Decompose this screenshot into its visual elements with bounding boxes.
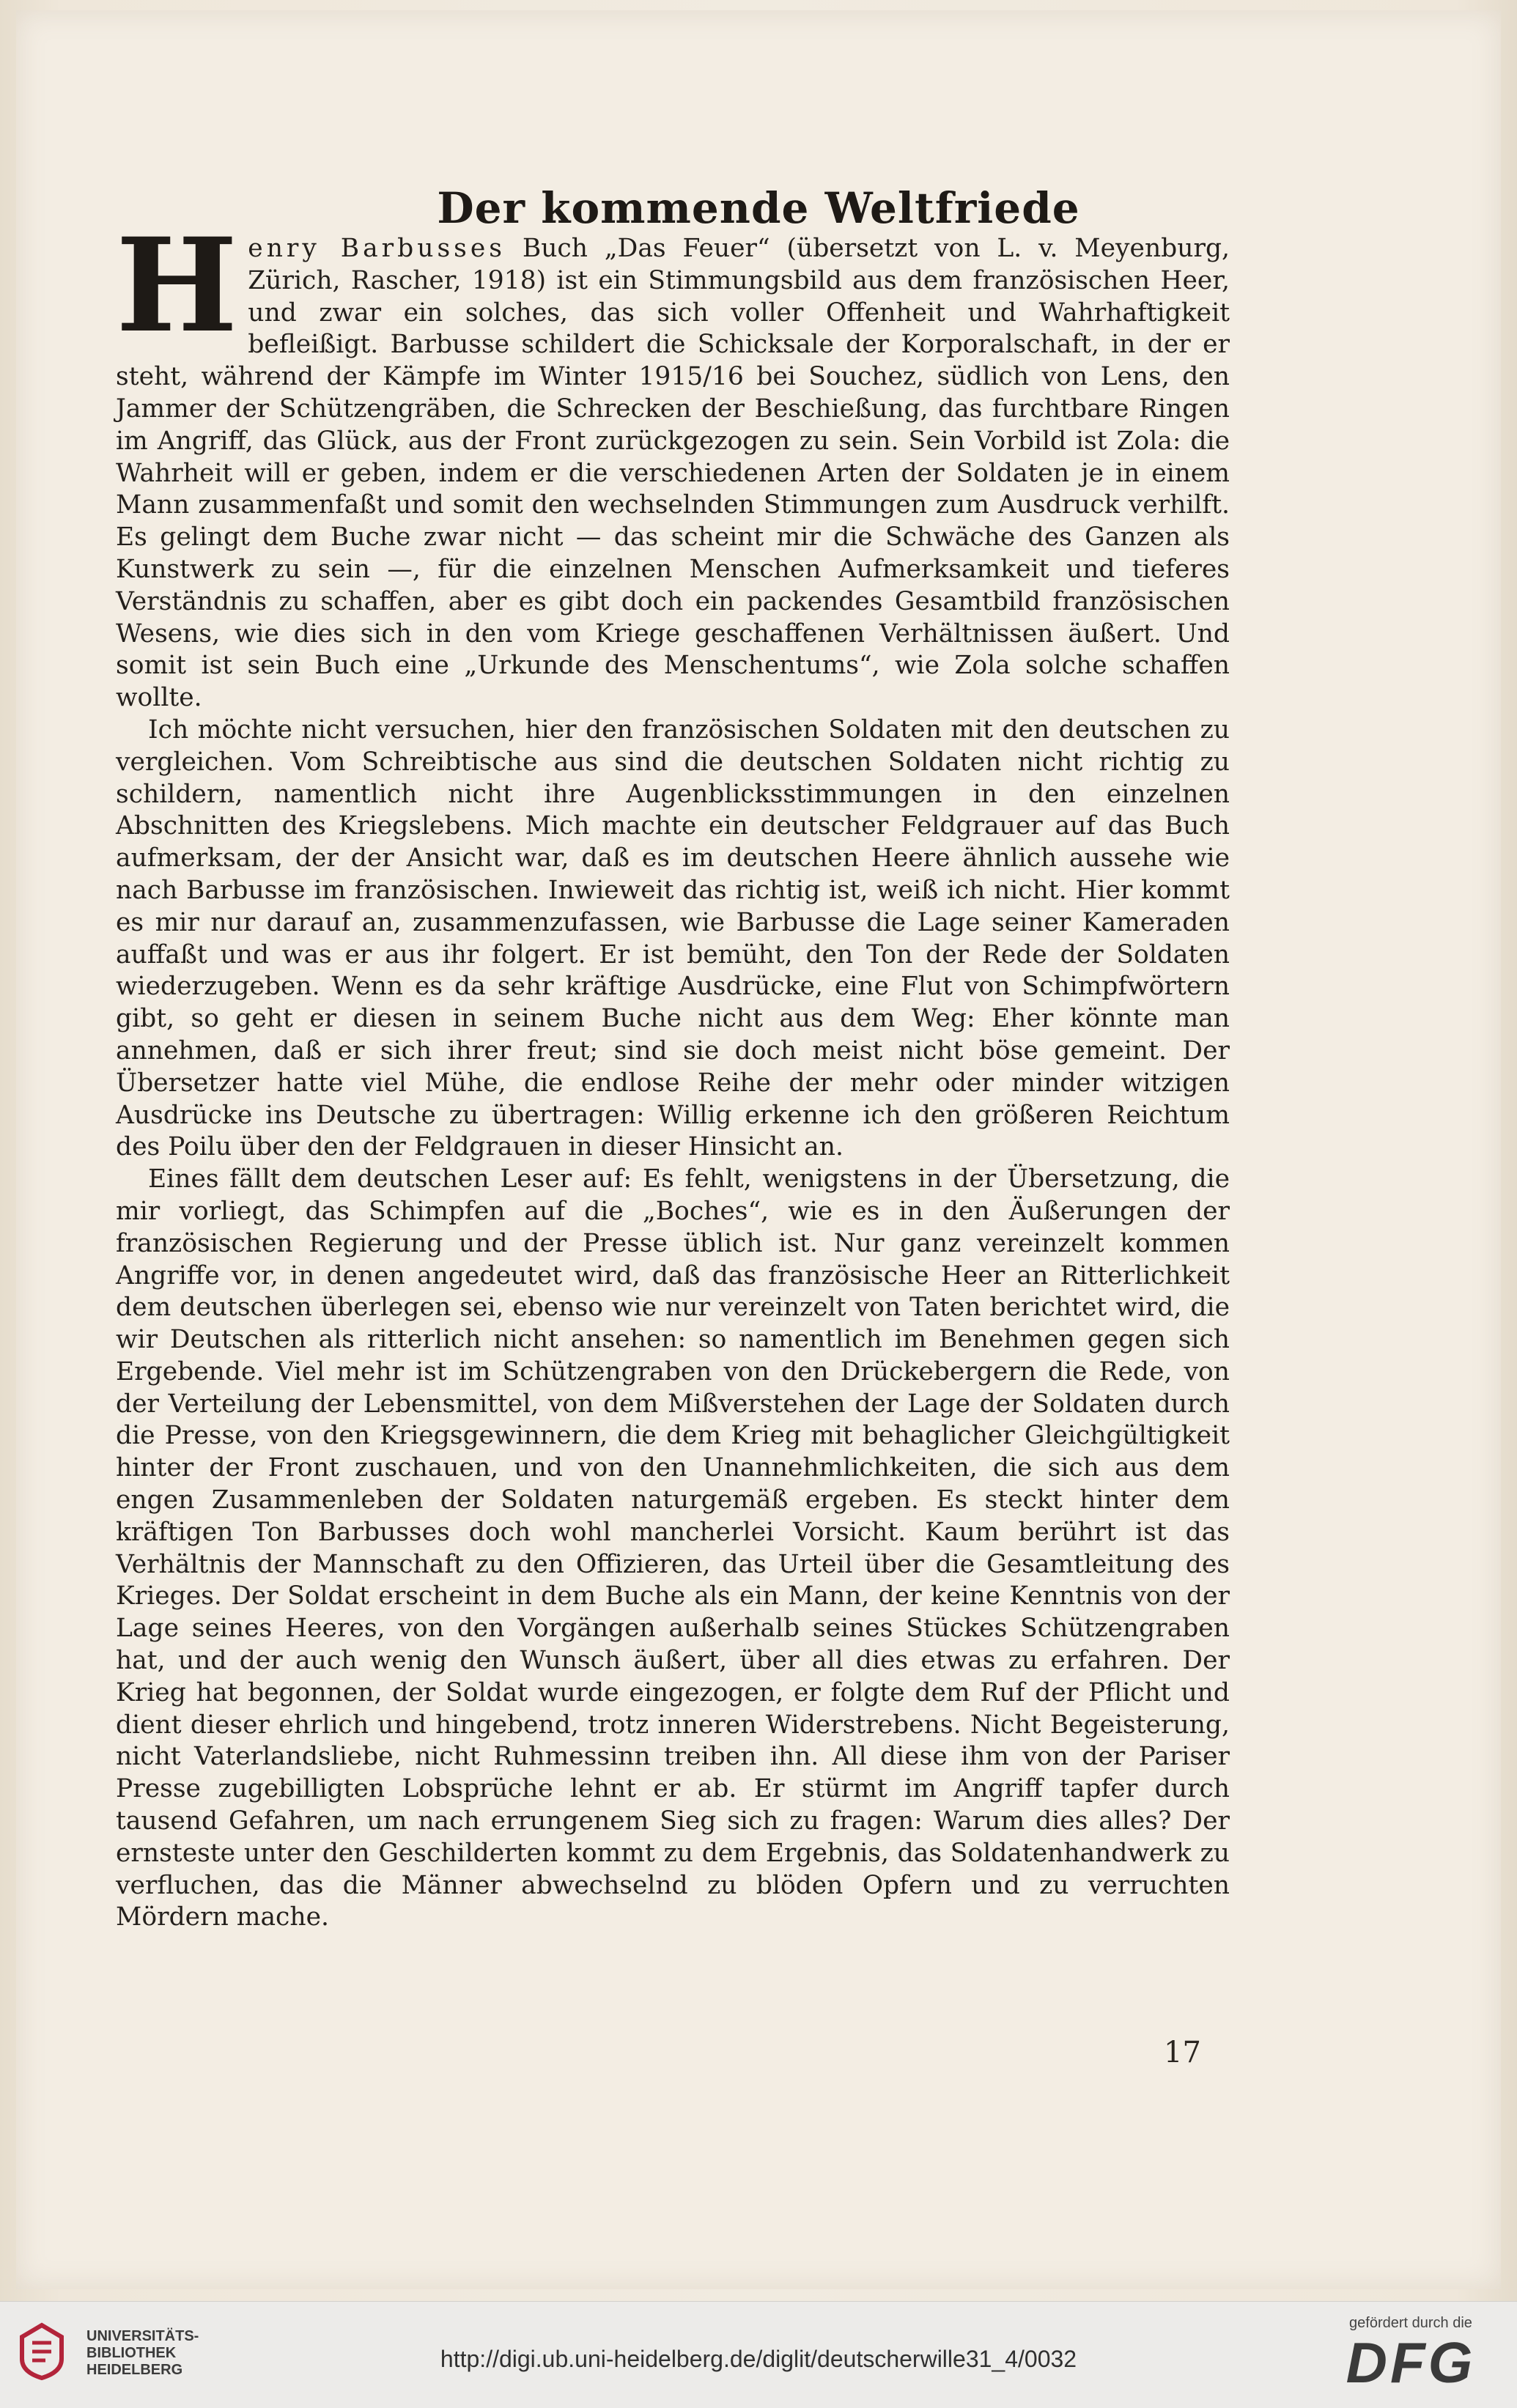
- article-body: [116, 210, 1230, 1934]
- paragraph-2: Ich möchte nicht versuchen, hier den französischen Soldaten mit den deutschen zu vergleichen. Vom Schreibtische aus sind die deutschen Soldaten nicht richtig zu schildern, namentlich nicht ihre Augenblicksstimmungen in den einzelnen Abschnitten des Kriegslebens. Mich machte ein deutscher Feldgrauer auf das Buch aufmerksam, der der Ansicht war, daß es im deutschen Heere ähnlich aussehe wie nach Barbusse im französischen. Inwieweit das richtig ist, weiß ich nicht. Hier kommt es mir nur darauf an, zusammenzufassen, wie Barbusse die Lage seiner Kameraden auffaßt und was er aus ihr folgert. Er ist bemüht, den Ton der Rede der Soldaten wiederzugeben. Wenn es da sehr kräftige Ausdrücke, eine Flut von Schimpfwörtern gibt, so geht er diesen in seinem Buche nicht aus dem Weg: Eher könnte man annehmen, daß er sich ihrer freut; sind sie doch meist nicht böse gemeint. Der Übersetzer hatte viel Mühe, die endlose Reihe der mehr oder minder witzigen Ausdrücke ins Deutsche zu übertragen: Willig erkenne ich den größeren Reichtum des Poilu über den der Feldgrauen in dieser Hinsicht an.: [116, 714, 1230, 1162]
- institution-line-1: UNIVERSITÄTS-: [86, 2328, 199, 2344]
- paragraph-1: [116, 210, 1230, 714]
- drop-cap: H: [116, 210, 238, 361]
- permalink-url[interactable]: http://digi.ub.uni-heidelberg.de/diglit/deutscherwille31_4/0032: [440, 2346, 1077, 2372]
- lead-words: enry Barbusses: [248, 234, 506, 263]
- paragraph-1-text: Buch „Das Feuer“ (übersetzt von L. v. Meyenburg, Zürich, Rascher, 1918) ist ein Stimmungsbild aus dem französischen Heer, und zwar ein solches, das sich voller Offenheit und Wahrhaftigkeit befleißigt. Barbusse schildert die Schicksale der Korporalschaft, in der er steht, während der Kämpfe im Winter 1915/16 bei Souchez, südlich von Lens, den Jammer der Schützengräben, die Schrecken der Beschießung, das furchtbare Ringen im Angriff, das Glück, aus der Front zurückgezogen zu sein. Sein Vorbild ist Zola: die Wahrheit will er geben, indem er die verschiedenen Arten der Soldaten je in einem Mann zusammenfaßt und somit den wechselnden Stimmungen zum Ausdruck verhilft. Es gelingt dem Buche zwar nicht — das scheint mir die Schwäche des Ganzen als Kunstwerk zu sein —, für die einzelnen Menschen Aufmerksamkeit und tieferes Verständnis zu schaffen, aber es gibt doch ein packendes Gesamtbild französischen Wesens, wie dies sich in den vom Kriege geschaffenen Verhältnissen äußert. Und somit ist sein Buch eine „Urkunde des Menschentums“, wie Zola solche schaffen wollte.: [116, 234, 1230, 713]
- paragraph-3: Eines fällt dem deutschen Leser auf: Es fehlt, wenigstens in der Übersetzung, die mir vorliegt, das Schimpfen auf die „Boches“, wie es in den Äußerungen der französischen Regierung und der Presse üblich ist. Nur ganz vereinzelt kommen Angriffe vor, in denen angedeutet wird, daß das französische Heer an Ritterlichkeit dem deutschen überlegen sei, ebenso wie nur vereinzelt von Taten berichtet wird, die wir Deutschen als ritterlich nicht ansehen: so namentlich im Benehmen gegen sich Ergebende. Viel mehr ist im Schützengraben von den Drückebergern die Rede, von der Verteilung der Lebensmittel, von dem Mißverstehen der Lage der Soldaten durch die Presse, von den Kriegsgewinnern, die dem Krieg mit behaglicher Gleichgültigkeit hinter der Front zuschauen, und von den Unannehmlichkeiten, die sich aus dem engen Zusammenleben der Soldaten naturgemäß ergeben. Es steckt hinter dem kräftigen Ton Barbusses doch wohl mancherlei Vorsicht. Kaum berührt ist das Verhältnis der Mannschaft zu den Offizieren, das Urteil über die Gesamtleitung des Krieges. Der Soldat erscheint in dem Buche als ein Mann, der keine Kenntnis von der Lage seines Heeres, von den Vorgängen außerhalb seines Stückes Schützengraben hat, und der auch wenig den Wunsch äußert, über all dies etwas zu erfahren. Der Krieg hat begonnen, der Soldat wurde eingezogen, er folgte dem Ruf der Pflicht und dient dieser ehrlich und hingebend, trotz inneren Widerstrebens. Nicht Begeisterung, nicht Vaterlandsliebe, nicht Ruhmessinn treiben ihn. All diese ihm von der Pariser Presse zugebilligten Lobsprüche lehnt er ab. Er stürmt im Angriff tapfer durch tausend Gefahren, um nach errungenem Sieg sich zu fragen: Warum dies alles? Der ernsteste unter den Geschilderten kommt zu dem Ergebnis, das Soldatenhandwerk zu verfluchen, das die Männer abwechselnd zu blöden Opfern und zu verruchten Mördern mache.: [116, 1164, 1230, 1932]
- institution-line-2: BIBLIOTHEK: [86, 2345, 177, 2361]
- viewer-footer: [0, 2301, 1517, 2408]
- institution-line-3: HEIDELBERG: [86, 2362, 183, 2378]
- article-title: Der kommende Weltfriede: [437, 183, 1080, 233]
- funding-text: gefördert durch die: [1349, 2315, 1472, 2331]
- dfg-logo[interactable]: DFG: [1346, 2330, 1476, 2395]
- page-number: 17: [1164, 2036, 1201, 2069]
- funding-notice: [1326, 2315, 1495, 2393]
